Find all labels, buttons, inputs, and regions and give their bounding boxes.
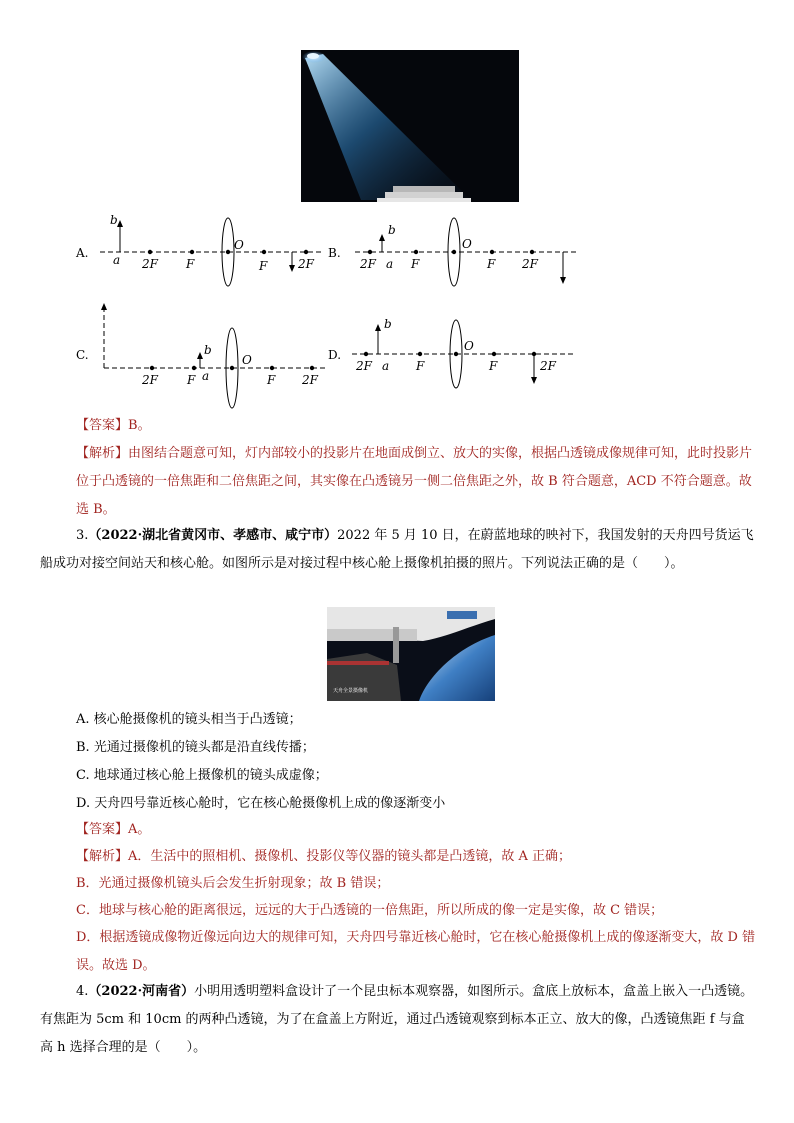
q4-number: 4. <box>76 984 89 999</box>
label-2f-left-c: 2F <box>142 373 158 387</box>
label-2f-left-a: 2F <box>142 257 158 271</box>
label-o-c: O <box>242 353 252 367</box>
q2-analysis <box>76 440 756 524</box>
label-b-d: b <box>384 317 392 331</box>
label-2f-right-d: 2F <box>540 359 556 373</box>
q3-option-d: D. 天舟四号靠近核心舱时，它在核心舱摄像机上成的像逐渐变小 <box>76 796 446 811</box>
lens-diagram-ab <box>70 210 590 290</box>
label-f-right-b: F <box>487 257 496 271</box>
label-a-c: a <box>202 369 210 383</box>
label-o-d: O <box>464 339 474 353</box>
option-b-label: B. <box>328 246 341 260</box>
q2-analysis-text: 由图结合题意可知，灯内部较小的投影片在地面成倒立、放大的实像，根据凸透镜成像规律可知，此时投影片位于凸透镜的一倍焦距和二倍焦距之间，其实像在凸透镜另一侧二倍焦距之外，故 B 符合题意，ACD 不符合题意。故选 B。 <box>76 446 753 517</box>
q3-stem-text: 2022 年 5 月 10 日，在蔚蓝地球的映衬下，我国发射的天舟四号货运飞船成功对接空间站天和核心舱。如图所示是对接过程中核心舱上摄像机拍摄的照片。下列说法正确的是（ ）。 <box>40 528 754 571</box>
q3-analysis-c: C．地球与核心舱的距离很远，远远的大于凸透镜的一倍焦距，所以所成的像一定是实像，故 C 错误； <box>76 903 664 918</box>
label-f-right-c: F <box>267 373 276 387</box>
label-b-a: b <box>110 213 118 227</box>
label-2f-left-d: 2F <box>356 359 372 373</box>
label-2f-right-c: 2F <box>302 373 318 387</box>
q3-option-a: A. 核心舱摄像机的镜头相当于凸透镜； <box>76 712 302 727</box>
q3-analysis-a <box>76 843 756 871</box>
q3-answer-value: A。 <box>128 822 151 837</box>
q3-source: （2022·湖北省黄冈市、孝感市、咸宁市） <box>88 528 338 543</box>
q3-option-b: B. 光通过摄像机的镜头都是沿直线传播； <box>76 740 315 755</box>
q3-analysis-d: D．根据透镜成像物近像远向边大的规律可知，天舟四号靠近核心舱时，它在核心舱摄像机上成的像逐渐变大，故 D 错误。故选 D。 <box>76 930 756 973</box>
q2-analysis-label: 【解析】 <box>76 446 129 461</box>
q3-number: 3. <box>76 528 89 543</box>
q3-option-c: C. 地球通过核心舱上摄像机的镜头成虚像； <box>76 768 328 783</box>
label-o-b: O <box>462 237 472 251</box>
label-f-left-c: F <box>187 373 196 387</box>
stage-light-illustration <box>301 50 519 202</box>
q3-analysis-b: B．光通过摄像机镜头后会发生折射现象；故 B 错误； <box>76 876 390 891</box>
label-2f-right-b: 2F <box>522 257 538 271</box>
q3-stem <box>40 522 756 578</box>
label-f-right-a: F <box>259 259 268 273</box>
label-f-right-d: F <box>489 359 498 373</box>
option-c-label: C. <box>76 348 89 362</box>
label-a-d: a <box>382 359 390 373</box>
q3-answer <box>76 816 756 844</box>
label-2f-left-b: 2F <box>360 257 376 271</box>
q4-stem <box>40 978 756 1062</box>
q4-stem-text: 小明用透明塑料盒设计了一个昆虫标本观察器，如图所示。盒底上放标本，盒盖上嵌入一凸透镜。有焦距为 5cm 和 10cm 的两种凸透镜，为了在盒盖上方附近，通过凸透镜观察到标本正立、放大的像，凸透镜焦距 f 与盒高 h 选择合理的是（ ）。 <box>40 984 754 1055</box>
label-2f-right-a: 2F <box>298 257 314 271</box>
q2-answer <box>76 412 756 440</box>
q3-analysis-a-text: A．生活中的照相机、摄像机、投影仪等仪器的镜头都是凸透镜，故 A 正确； <box>128 849 572 864</box>
lens-diagram-cd <box>70 300 590 410</box>
label-a-b: a <box>386 257 394 271</box>
q4-source: （2022·河南省） <box>88 984 195 999</box>
label-f-left-a: F <box>186 257 195 271</box>
docking-photo <box>327 607 495 701</box>
q3-answer-label: 【答案】 <box>76 822 129 837</box>
docking-photo-caption: 天舟全景摄像机 <box>333 688 369 694</box>
label-a-a: a <box>113 253 121 267</box>
q2-answer-value: B。 <box>128 418 151 433</box>
q2-answer-label: 【答案】 <box>76 418 129 433</box>
label-b-c: b <box>204 343 212 357</box>
q3-analysis-label: 【解析】 <box>76 849 129 864</box>
label-f-left-d: F <box>416 359 425 373</box>
stage-light-photo <box>301 50 519 202</box>
option-d-label: D. <box>328 348 342 362</box>
option-a-label: A. <box>76 246 89 260</box>
label-b-b: b <box>388 223 396 237</box>
label-f-left-b: F <box>411 257 420 271</box>
label-o-a: O <box>234 238 244 252</box>
